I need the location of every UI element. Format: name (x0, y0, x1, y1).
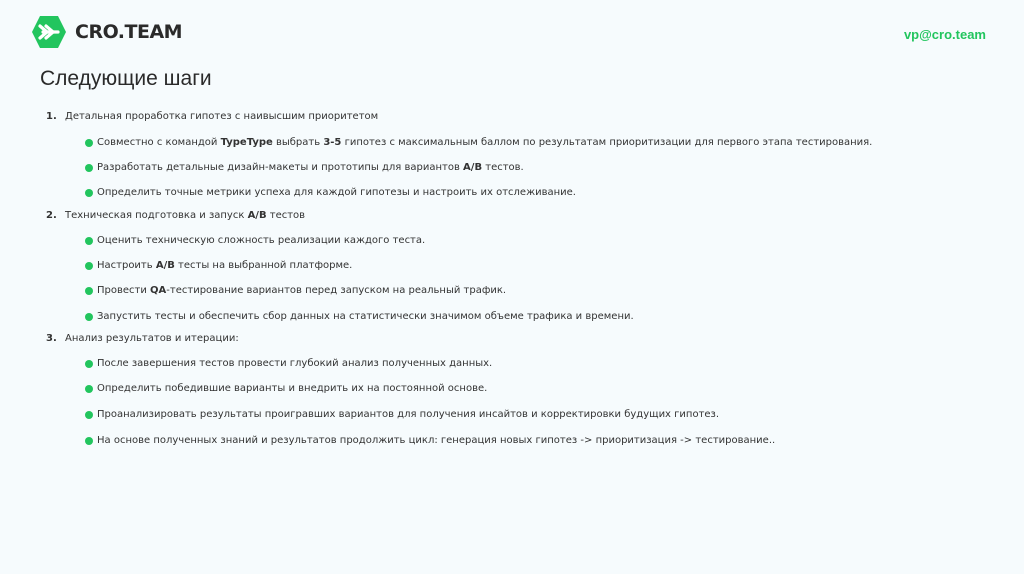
brand-name: CRO.TEAM (75, 21, 183, 43)
page-title: Следующие шаги (40, 67, 212, 90)
bullet-dot-icon (85, 385, 93, 393)
step-3-number: 3. (46, 333, 57, 344)
list-item (85, 162, 524, 173)
list-item (85, 409, 719, 420)
list-item (85, 235, 425, 246)
list-item-text: Определить победившие варианты и внедрить их на постоянной основе. (97, 383, 488, 394)
list-item-text: Определить точные метрики успеха для каждой гипотезы и настроить их отслеживание. (97, 187, 576, 198)
arrow-chevron-hexagon-icon (31, 14, 67, 50)
step-3-heading (46, 333, 239, 344)
bullet-dot-icon (85, 237, 93, 245)
list-item-text: Провести QA-тестирование вариантов перед запуском на реальный трафик. (97, 285, 507, 296)
list-item-text: После завершения тестов провести глубокий анализ полученных данных. (97, 358, 493, 369)
list-item-text: На основе полученных знаний и результатов продолжить цикл: генерация новых гипотез -> приоритизация -> тестирование.. (97, 435, 776, 446)
bullet-dot-icon (85, 437, 93, 445)
step-1-text: Детальная проработка гипотез с наивысшим приоритетом (65, 111, 379, 122)
bullet-dot-icon (85, 287, 93, 295)
list-item (85, 187, 576, 198)
list-item-text: Проанализировать результаты проигравших вариантов для получения инсайтов и корректировки будущих гипотез. (97, 409, 720, 420)
bullet-dot-icon (85, 139, 93, 147)
bullet-dot-icon (85, 411, 93, 419)
contact-email-link[interactable]: vp@cro.team (903, 27, 986, 42)
list-item-text: Совместно с командой TypeType выбрать 3-5 гипотез с максимальным баллом по результатам приоритизации для первого этапа тестирования. (97, 137, 873, 148)
list-item (85, 260, 352, 271)
brand-logo (31, 14, 182, 50)
step-2-heading (46, 210, 305, 221)
step-2-text: Техническая подготовка и запуск A/B тестов (65, 210, 306, 221)
bullet-dot-icon (85, 189, 93, 197)
list-item (85, 137, 872, 148)
list-item (85, 383, 487, 394)
step-1-heading (46, 111, 378, 122)
list-item (85, 285, 506, 296)
bullet-dot-icon (85, 262, 93, 270)
bullet-dot-icon (85, 164, 93, 172)
bullet-dot-icon (85, 360, 93, 368)
bullet-dot-icon (85, 313, 93, 321)
step-2-number: 2. (46, 210, 57, 221)
list-item (85, 358, 492, 369)
list-item-text: Разработать детальные дизайн-макеты и прототипы для вариантов A/B тестов. (97, 162, 524, 173)
list-item-text: Запустить тесты и обеспечить сбор данных на статистически значимом объеме трафика и времени. (97, 311, 634, 322)
list-item-text: Оценить техническую сложность реализации каждого теста. (97, 235, 426, 246)
list-item (85, 311, 634, 322)
step-1-number: 1. (46, 111, 57, 122)
list-item-text: Настроить A/B тесты на выбранной платформе. (97, 260, 353, 271)
list-item (85, 435, 775, 446)
step-3-text: Анализ результатов и итерации: (65, 333, 239, 344)
